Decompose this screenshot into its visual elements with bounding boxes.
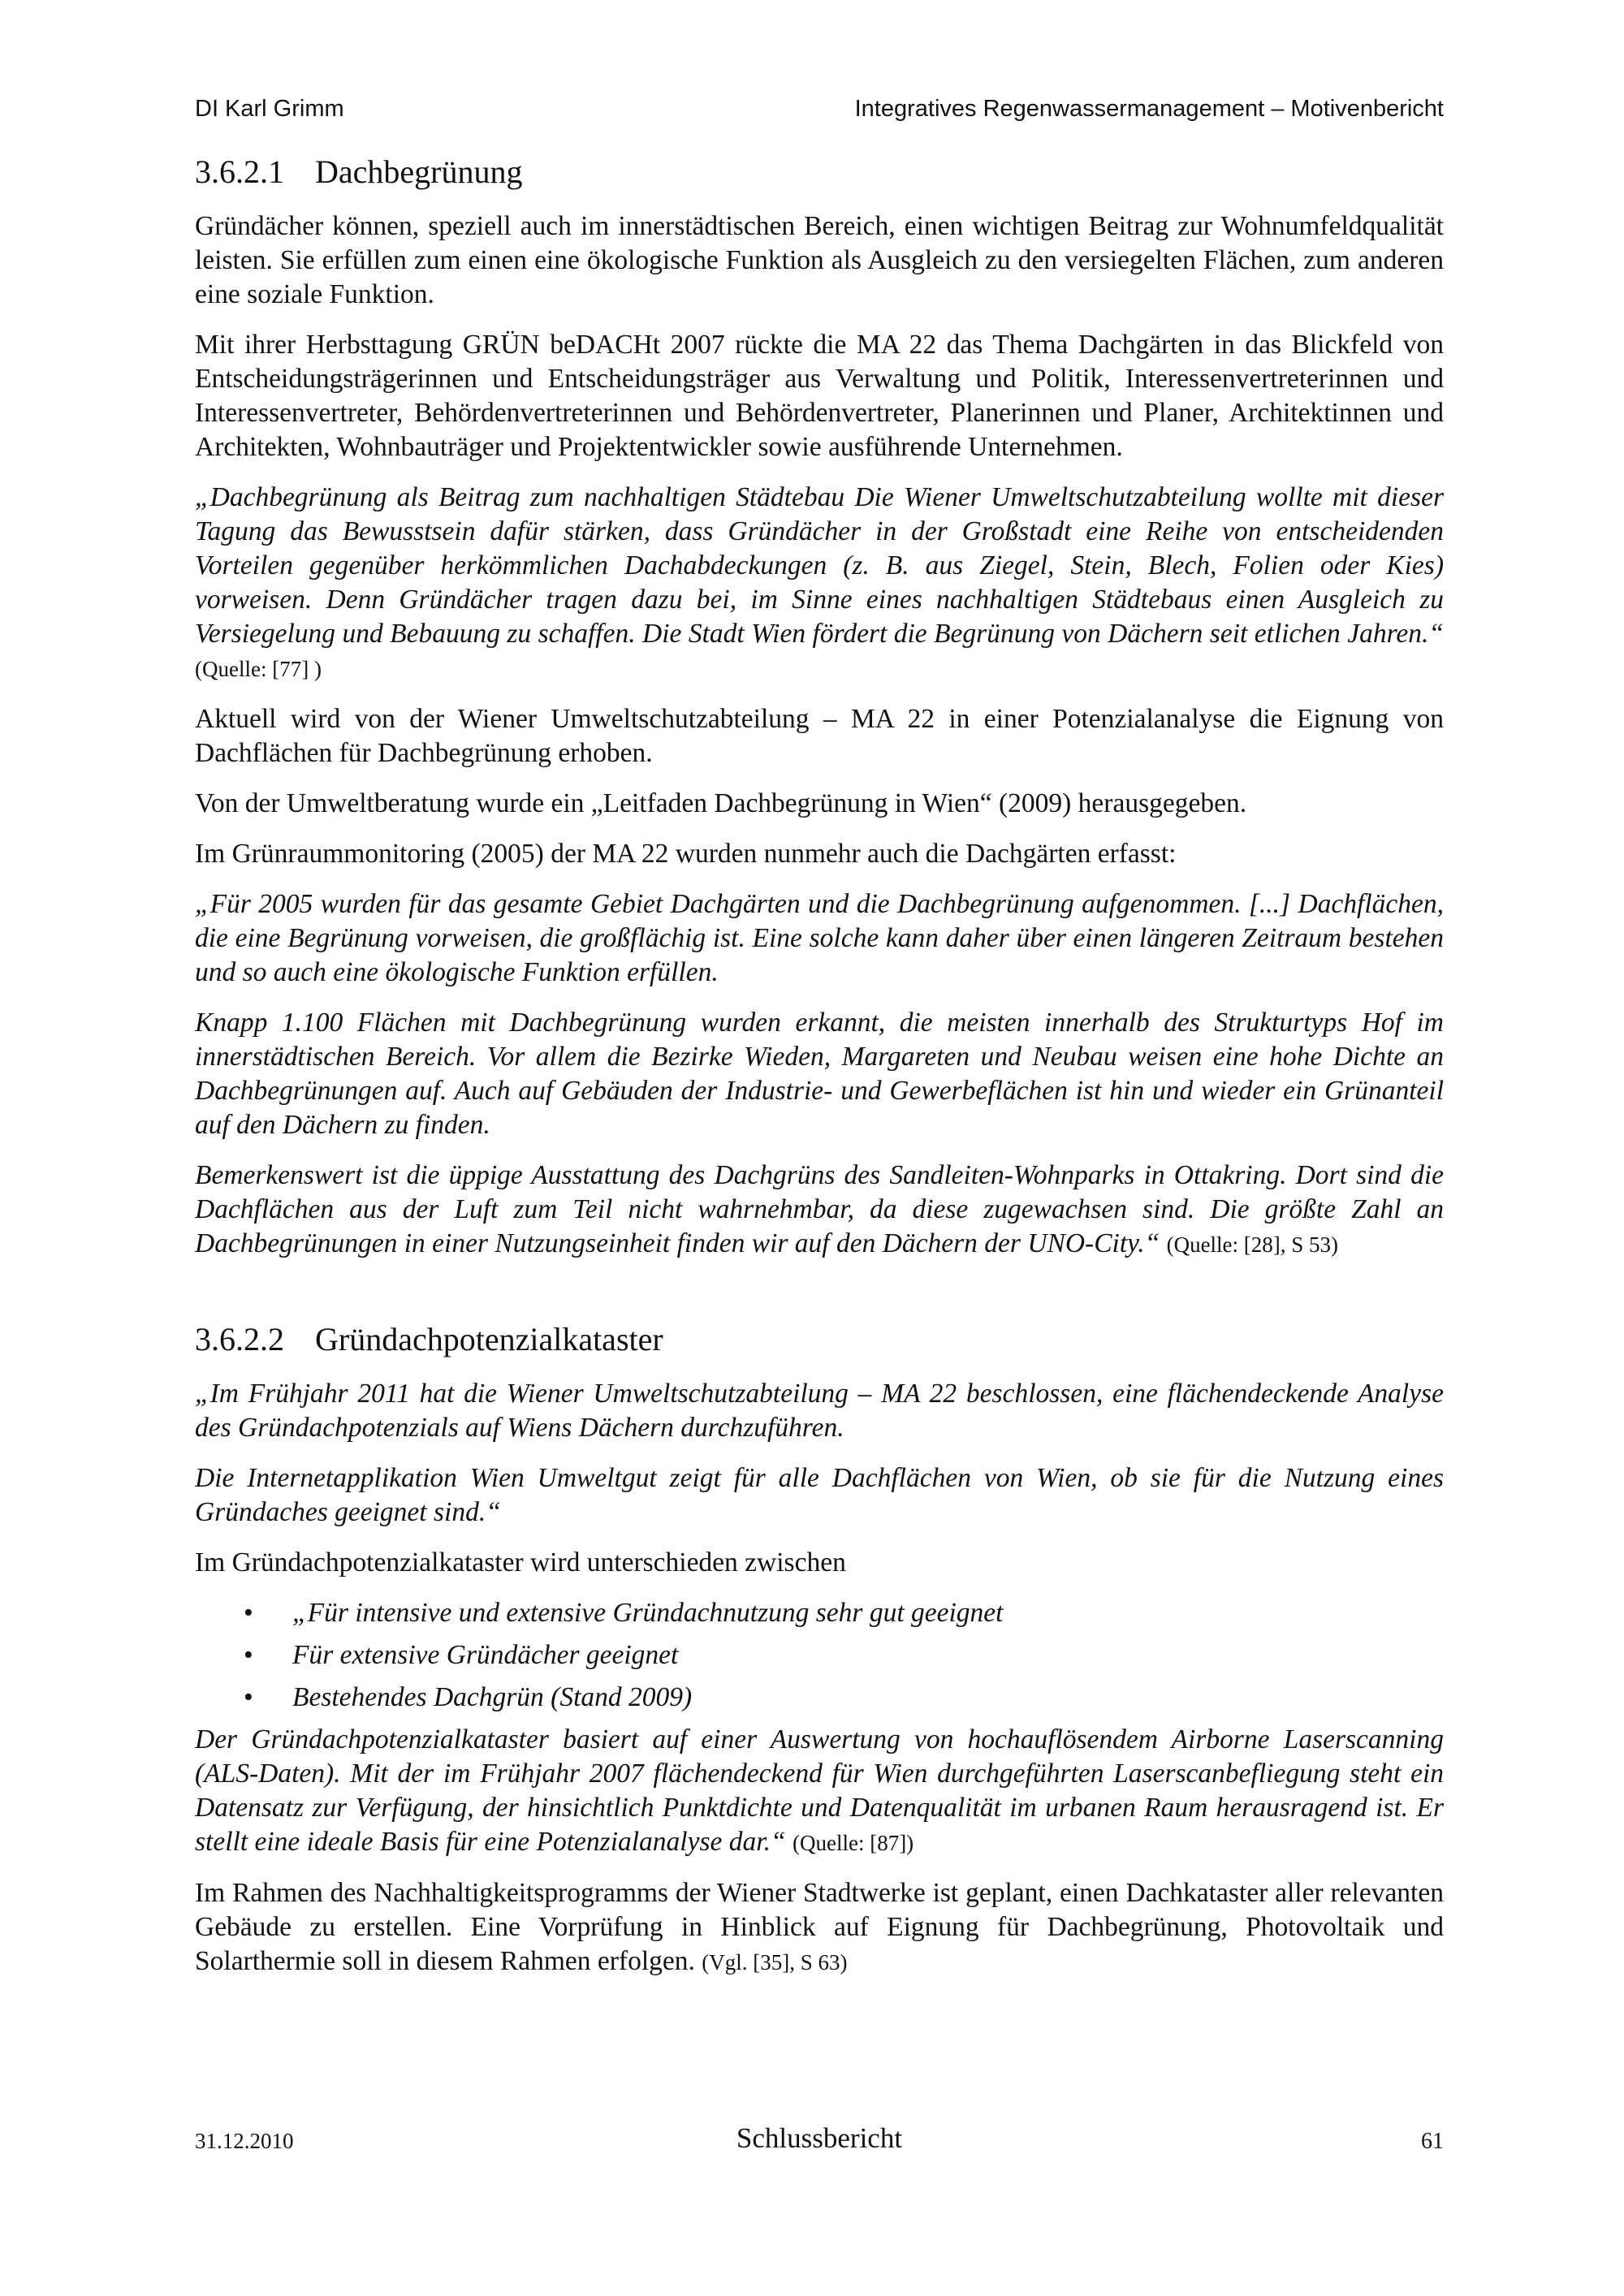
paragraph: Gründächer können, speziell auch im innerstädtischen Bereich, einen wichtigen Beitrag zur Wohnumfeldqualität leisten. Sie erfüllen zum einen eine ökologische Funktion als Ausgleich zu den versiegelten Flächen, zum anderen eine soziale Funktion. (195, 211, 1444, 309)
quote-paragraph (195, 1723, 1444, 1860)
bullet-list (195, 1596, 1444, 1715)
bullet-icon: • (244, 1598, 253, 1628)
paragraph (195, 1876, 1444, 1979)
quote-text: Der Gründachpotenzialkataster basiert auf einer Auswertung von hochauflösendem Airborne Laserscanning (ALS-Daten). Mit der im Frühjahr 2007 flächendeckend für Wien durchgeführten Laserscanbefliegung steht ein Datensatz zur Verfügung, der hinsichtlich Punktdichte und Datenqualität im urbanen Raum herausragend ist. Er stellt eine ideale Basis für eine Potenzialanalyse dar.“ (195, 1724, 1444, 1857)
quote-text: Bemerkenswert ist die üppige Ausstattung des Dachgrüns des Sandleiten-Wohnparks in Ottakring. Dort sind die Dachflächen aus der Luft zum Teil nicht wahrnehmbar, da diese zugewachsen sind. Die größte Zahl an Dachbegrünungen in einer Nutzungseinheit finden wir auf den Dächern der UNO-City.“ (195, 1160, 1444, 1258)
paragraph: Im Grünraummonitoring (2005) der MA 22 wurden nunmehr auch die Dachgärten erfasst: (195, 839, 1177, 869)
quote-paragraph (195, 1159, 1444, 1262)
bullet-icon: • (244, 1640, 253, 1670)
quote-text: „Dachbegrünung als Beitrag zum nachhaltigen Städtebau Die Wiener Umweltschutzabteilung wollte mit dieser Tagung das Bewusstsein dafür stärken, dass Gründächer in der Großstadt eine Reihe von entscheidenden Vorteilen gegenüber herkömmlichen Dachabdeckungen (z. B. aus Ziegel, Stein, Blech, Folien oder Kies) vorweisen. Denn Gründächer tragen dazu bei, im Sinne eines nachhaltigen Städtebaus einen Ausgleich zu Versiegelung und Bebauung zu schaffen. Die Stadt Wien fördert die Begrünung von Dächern seit etlichen Jahren.“ (195, 482, 1444, 649)
list-item-text: Bestehendes Dachgrün (Stand 2009) (292, 1682, 693, 1712)
section-number: 3.6.2.2 (195, 1321, 284, 1357)
paragraph: Aktuell wird von der Wiener Umweltschutzabteilung – MA 22 in einer Potenzialanalyse die Eignung von Dachflächen für Dachbegrünung erhoben. (195, 704, 1444, 768)
quote-paragraph: Knapp 1.100 Flächen mit Dachbegrünung wurden erkannt, die meisten innerhalb des Strukturtyps Hof im innerstädtischen Bereich. Vor allem die Bezirke Wieden, Margareten und Neubau weisen eine hohe Dichte an Dachbegrünungen auf. Auch auf Gebäuden der Industrie- und Gewerbeflächen ist hin und wieder ein Grünanteil auf den Dächern zu finden. (195, 1008, 1444, 1140)
source-reference: (Quelle: [87]) (792, 1831, 914, 1855)
header-title: Integratives Regenwassermanagement – Motivenbericht (854, 96, 1444, 122)
section-title: Dachbegrünung (315, 153, 523, 190)
list-item (195, 1638, 1444, 1672)
section-heading-dachbegruenung (195, 153, 1444, 192)
source-reference: (Vgl. [35], S 63) (702, 1950, 848, 1974)
paragraph: Im Gründachpotenzialkataster wird unterschieden zwischen (195, 1547, 846, 1577)
quote-paragraph (195, 481, 1444, 686)
quote-paragraph: „Im Frühjahr 2011 hat die Wiener Umweltschutzabteilung – MA 22 beschlossen, eine flächendeckende Analyse des Gründachpotenzials auf Wiens Dächern durchzuführen. (195, 1379, 1444, 1443)
page-number: 61 (1421, 2129, 1444, 2154)
header-author: DI Karl Grimm (195, 96, 344, 122)
list-item-text: „Für intensive und extensive Gründachnutzung sehr gut geeignet (292, 1598, 1004, 1628)
source-reference: (Quelle: [77] ) (195, 657, 322, 681)
page-content (195, 153, 1444, 1996)
list-item (195, 1596, 1444, 1630)
list-item (195, 1681, 1444, 1715)
paragraph-text: Im Rahmen des Nachhaltigkeitsprogramms der Wiener Stadtwerke ist geplant, einen Dachkataster aller relevanten Gebäude zu erstellen. Eine Vorprüfung in Hinblick auf Eignung für Dachbegrünung, Photovoltaik und Solarthermie soll in diesem Rahmen erfolgen. (195, 1878, 1444, 1976)
paragraph: Von der Umweltberatung wurde ein „Leitfaden Dachbegrünung in Wien“ (2009) herausgegeben. (195, 788, 1247, 818)
section-heading-gruendachpotenzialkataster (195, 1320, 1444, 1359)
section-title: Gründachpotenzialkataster (315, 1321, 663, 1357)
quote-paragraph: Die Internetapplikation Wien Umweltgut zeigt für alle Dachflächen von Wien, ob sie für die Nutzung eines Gründaches geeignet sind.“ (195, 1463, 1444, 1527)
footer-report-type: Schlussbericht (736, 2122, 903, 2154)
quote-paragraph: „Für 2005 wurden für das gesamte Gebiet Dachgärten und die Dachbegrünung aufgenommen. [...] Dachflächen, die eine Begrünung vorweisen, die großflächig ist. Eine solche kann daher über einen längeren Zeitraum bestehen und so auch eine ökologische Funktion erfüllen. (195, 889, 1444, 987)
footer-date: 31.12.2010 (195, 2129, 294, 2153)
list-item-text: Für extensive Gründächer geeignet (292, 1640, 679, 1670)
source-reference: (Quelle: [28], S 53) (1166, 1232, 1339, 1257)
paragraph: Mit ihrer Herbsttagung GRÜN beDACHt 2007 rückte die MA 22 das Thema Dachgärten in das Blickfeld von Entscheidungsträgerinnen und Entscheidungsträger aus Verwaltung und Politik, Interessenvertreterinnen und Interessenvertreter, Behördenvertreterinnen und Behördenvertreter, Planerinnen und Planer, Architektinnen und Architekten, Wohnbauträger und Projektentwickler sowie ausführende Unternehmen. (195, 330, 1444, 462)
bullet-icon: • (244, 1682, 253, 1712)
section-number: 3.6.2.1 (195, 153, 284, 190)
